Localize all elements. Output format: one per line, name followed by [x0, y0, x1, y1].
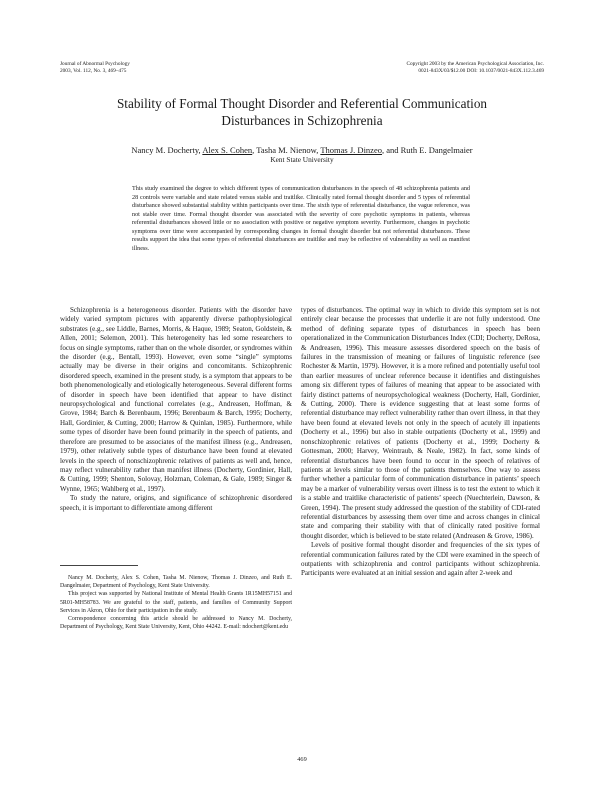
body-paragraph: To study the nature, origins, and significance of schizophrenic disordered speech, it is important to differentiate among different	[60, 494, 292, 512]
body-paragraph: types of disturbances. The optimal way in which to divide this symptom set is not entirely clear because the processes that underlie it are not fully understood. One method of defining separate types of disturbances in speech has been operationalized in the Communication Disturbances Index (CDI; Docherty, DeRosa, & Andreasen, 1996). This measure assesses disordered speech on the basis of failures in the transmission of meaning or failures of linguistic reference (see Rochester & Martin, 1979). However, it is a more refined and potentially useful tool than earlier measures of unclear reference because it identifies and distinguishes among six different types of failures of meaning that appear to be associated with fairly distinct patterns of neuropsychological weakness (Docherty, Hall, Gordinier, & Cutting, 2000). There is evidence suggesting that at least some forms of referential disturbance may reflect vulnerability rather than overt illness, in that they have been found at elevated levels not only in the speech of acutely ill inpatients (Docherty et al., 1996) but also in stable outpatients (Docherty et al., 1999) and nonschizophrenic relatives of patients (Docherty et al., 1999; Docherty & Gottesman, 2000; Harvey, Weintraub, & Neale, 1982). In fact, some kinds of referential disturbances have been found to occur in the speech of relatives of patients at levels similar to those of the patients themselves. One way to assess further whether a particular form of communication disturbance in patients’ speech may be a marker of vulnerability versus overt illness is to test the extent to which it is a stable and traitlike characteristic of patients’ speech (Nuechterlein, Dawson, & Green, 1994). The present study addressed the question of the stability of CDI-rated referential disturbances by assessing them over time and across changes in clinical state and comparing their stability with that of clinically rated positive formal thought disorder, which is believed to be state related (Andreasen & Grove, 1986).	[301, 306, 540, 540]
running-header-right	[406, 61, 544, 74]
title-line-2: Disturbances in Schizophrenia	[221, 113, 383, 128]
journal-name: Journal of Abnormal Psychology	[60, 61, 130, 67]
author-list	[60, 145, 544, 155]
author-note: This project was supported by National Institute of Mental Health Grants 1R15MH57151 and 5R01-MH58783. We are grateful to the staff, patients, and families of Community Support Services in Akron, Ohio for their participation in the study.	[60, 591, 292, 614]
body-paragraph: Schizophrenia is a heterogeneous disorder. Patients with the disorder have widely varied symptom pictures with apparently diverse pathophysiological substrates (e.g., see Liddle, Barnes, Morris, & Haque, 1989; Seaton, Goldstein, & Allen, 2001; Selemon, 2001). This heterogeneity has led some researchers to focus on single symptoms, rather than on the whole disorder, or syndromes within the disorder (e.g., Bentall, 1993). However, even some “single” symptoms actually may be diverse in their origins and concomitants. Schizophrenic disordered speech, examined in the present study, is a symptom that appears to be both phenomenologically and etiologically heterogeneous. Several different forms of disorder in speech have been identified that appear to have distinct neuropsychological and functional correlates (e.g., Andreasen, Hoffman, & Grove, 1984; Barch & Berenbaum, 1996; Berenbaum & Barch, 1995; Docherty, Hall, Gordinier, & Cutting, 2000; Harrow & Quinlan, 1985). Furthermore, while some types of disorder have been found primarily in the speech of patients, and therefore are presumed to be associates of the manifest illness (e.g., Andreasen, 1979), other relatively subtle types of disturbance have been found at elevated levels in the speech of nonschizophrenic relatives of patients as well and, hence, may reflect vulnerability rather than manifest illness (Docherty, Gordinier, Hall, & Cutting, 1999; Shenton, Solovay, Holzman, Coleman, & Gale, 1989; Singer & Wynne, 1965; Wahlberg et al., 1997).	[60, 306, 292, 493]
doi-line: 0021-843X/03/$12.00 DOI: 10.1037/0021-843X.112.3.469	[418, 67, 544, 74]
author-4-link[interactable]: Thomas J. Dinzeo	[320, 145, 382, 155]
abstract: This study examined the degree to which different types of communication disturbances in the speech of 48 schizophrenia patients and 28 controls were variable and state related versus stable and traitlike. Clinically rated formal thought disorder and 5 types of referential disturbance showed substantial stability within participants over time. The sixth type of referential disturbance, the vague reference, was not stable over time. Formal thought disorder was associated with the severity of core psychotic symptoms in patients, whereas referential disturbances showed little or no association with positive or negative symptom severity. Furthermore, changes in psychotic symptoms over time were accompanied by corresponding changes in formal thought disorder but not referential disturbances. These results support the idea that some types of referential disturbances are traitlike and may be reflective of vulnerability as well as manifest illness.	[132, 186, 470, 252]
author-3: , Tasha M. Nienow,	[252, 145, 321, 155]
article-title	[60, 95, 544, 129]
title-line-1: Stability of Formal Thought Disorder and Referential Communication	[116, 96, 488, 111]
author-notes	[60, 574, 292, 631]
author-1: Nancy M. Docherty,	[131, 145, 203, 155]
author-5: , and Ruth E. Dangelmaier	[381, 145, 473, 155]
running-header-left	[60, 61, 130, 74]
page-number: 469	[297, 756, 307, 763]
author-note: Nancy M. Docherty, Alex S. Cohen, Tasha M. Nienow, Thomas J. Dinzeo, and Ruth E. Dangelmaier, Department of Psychology, Kent State University.	[60, 575, 292, 590]
footnote-divider	[60, 565, 138, 566]
copyright-line: Copyright 2003 by the American Psychological Association, Inc.	[406, 61, 544, 67]
journal-volume: 2003, Vol. 112, No. 3, 469–475	[60, 67, 127, 74]
body-column-right	[301, 306, 540, 579]
author-2-link[interactable]: Alex S. Cohen	[202, 145, 253, 155]
body-paragraph: Levels of positive formal thought disorder and frequencies of the six types of referential communication failures rated by the CDI were examined in the speech of outpatients with schizophrenia and control participants without schizophrenia. Participants were evaluated at an initial session and again after 2-week and	[301, 541, 540, 578]
author-note: Correspondence concerning this article should be addressed to Nancy M. Docherty, Department of Psychology, Kent State University, Kent, Ohio 44242. E-mail: ndochert@kent.edu	[60, 616, 292, 631]
body-column-left	[60, 306, 292, 513]
affiliation: Kent State University	[270, 155, 334, 164]
